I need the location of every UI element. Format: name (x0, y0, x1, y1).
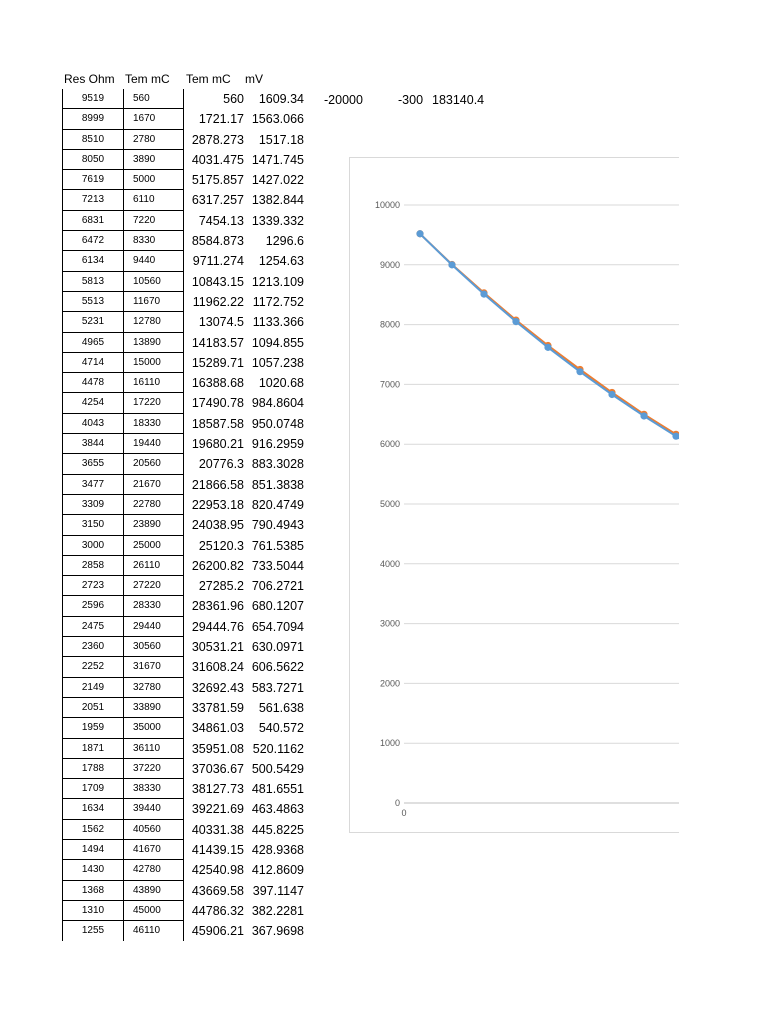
cell-tem-mc[interactable]: 35000 (123, 718, 184, 738)
data-point (544, 344, 551, 351)
table-row (62, 759, 307, 779)
table-row (62, 678, 307, 698)
table-row (62, 657, 307, 677)
y-tick-label: 0 (394, 798, 400, 808)
cell-tem-mc[interactable]: 28330 (123, 596, 184, 616)
cell-tem-mc[interactable]: 17220 (123, 393, 184, 413)
cell-mv[interactable]: 367.9698 (251, 924, 304, 939)
cell-res-ohm[interactable]: 1709 (62, 779, 123, 799)
y-tick-label: 2000 (379, 678, 400, 689)
cell-mv[interactable]: 520.1162 (252, 741, 304, 756)
cell-res-ohm[interactable]: 4478 (62, 373, 123, 393)
cell-mv[interactable]: 382.2281 (251, 903, 304, 918)
table-row (62, 292, 307, 312)
cell-res-ohm[interactable]: 1494 (62, 840, 123, 860)
table-row (62, 475, 307, 495)
table-row (62, 840, 307, 860)
cell-tem-mc-calc[interactable]: 29444.76 (191, 619, 244, 634)
table-row (62, 150, 307, 170)
cell-tem-mc-calc[interactable]: 37036.67 (191, 761, 244, 776)
cell-tem-mc[interactable]: 13890 (123, 333, 184, 353)
header-tem-mc-2: Tem mC (186, 72, 231, 86)
cell-tem-mc[interactable]: 18330 (123, 414, 184, 434)
cell-res-ohm[interactable]: 5231 (62, 312, 123, 332)
cell-tem-mc-calc[interactable]: 25120.3 (198, 538, 244, 553)
cell-mv[interactable]: 654.7094 (251, 619, 304, 634)
cell-tem-mc-calc[interactable]: 6317.257 (191, 193, 244, 208)
cell-tem-mc-calc[interactable]: 39221.69 (191, 802, 244, 817)
cell-tem-mc[interactable]: 23890 (123, 515, 184, 535)
cell-mv[interactable]: 1020.68 (258, 376, 304, 391)
cell-tem-mc-calc[interactable]: 45906.21 (191, 924, 244, 939)
cell-res-ohm[interactable]: 2858 (62, 556, 123, 576)
data-point (576, 368, 583, 375)
table-row (62, 312, 307, 332)
cell-tem-mc-calc[interactable]: 9711.274 (192, 254, 244, 269)
cell-res-ohm[interactable]: 5813 (62, 272, 123, 292)
y-tick-label: 4000 (379, 558, 400, 569)
cell-mv[interactable]: 1382.844 (251, 193, 304, 208)
cell-tem-mc-calc[interactable]: 17490.78 (191, 396, 244, 411)
cell-mv[interactable]: 851.3838 (251, 477, 304, 492)
table-row (62, 901, 307, 921)
data-point (512, 318, 519, 325)
table-row (62, 373, 307, 393)
table-row (62, 617, 307, 637)
data-point (480, 291, 487, 298)
cell-tem-mc-calc[interactable]: 4031.475 (191, 152, 244, 167)
cell-res-ohm[interactable]: 4714 (62, 353, 123, 373)
table-row (62, 576, 307, 596)
cell-mv[interactable]: 790.4943 (251, 518, 304, 533)
cell-tem-mc[interactable]: 1670 (123, 109, 184, 129)
chart-area[interactable] (349, 157, 679, 833)
cell-tem-mc-calc[interactable]: 5175.857 (191, 173, 244, 188)
extra-value-1: -20000 (324, 93, 363, 107)
cell-res-ohm[interactable]: 7619 (62, 170, 123, 190)
cell-res-ohm[interactable]: 3000 (62, 536, 123, 556)
cell-tem-mc[interactable]: 29440 (123, 617, 184, 637)
table-row (62, 556, 307, 576)
cell-mv[interactable]: 412.8609 (251, 863, 304, 878)
cell-res-ohm[interactable]: 1310 (62, 901, 123, 921)
table-row (62, 272, 307, 292)
table-row (62, 89, 307, 109)
y-tick-label: 3000 (379, 618, 400, 629)
cell-res-ohm[interactable]: 6831 (62, 211, 123, 231)
cell-tem-mc-calc[interactable]: 8584.873 (191, 234, 244, 249)
cell-res-ohm[interactable]: 1255 (62, 921, 123, 941)
cell-tem-mc-calc[interactable]: 18587.58 (191, 416, 244, 431)
cell-tem-mc[interactable]: 9440 (123, 251, 184, 271)
cell-tem-mc[interactable]: 15000 (123, 353, 184, 373)
cell-tem-mc[interactable]: 20560 (123, 454, 184, 474)
cell-tem-mc-calc[interactable]: 24038.95 (191, 518, 244, 533)
cell-res-ohm[interactable]: 1368 (62, 881, 123, 901)
table-row (62, 515, 307, 535)
cell-mv[interactable]: 1133.366 (252, 315, 304, 330)
cell-tem-mc-calc[interactable]: 15289.71 (191, 355, 244, 370)
cell-tem-mc[interactable]: 30560 (123, 637, 184, 657)
cell-tem-mc-calc[interactable]: 13074.5 (198, 315, 244, 330)
cell-mv[interactable]: 916.2959 (251, 437, 304, 452)
cell-res-ohm[interactable]: 1634 (62, 799, 123, 819)
cell-mv[interactable]: 481.6551 (251, 782, 304, 797)
table-row (62, 637, 307, 657)
cell-mv[interactable]: 733.5044 (251, 558, 304, 573)
cell-res-ohm[interactable]: 4043 (62, 414, 123, 434)
extra-value-2: -300 (398, 93, 424, 107)
cell-tem-mc[interactable]: 7220 (123, 211, 184, 231)
table-row (62, 820, 307, 840)
table-row (62, 698, 307, 718)
cell-tem-mc[interactable]: 19440 (123, 434, 184, 454)
cell-res-ohm[interactable]: 2475 (62, 617, 123, 637)
line-chart (350, 158, 679, 833)
cell-tem-mc[interactable]: 3890 (123, 150, 184, 170)
cell-mv[interactable]: 561.638 (258, 700, 304, 715)
table-row (62, 921, 307, 941)
cell-tem-mc[interactable]: 41670 (123, 840, 184, 860)
cell-res-ohm[interactable]: 2252 (62, 657, 123, 677)
y-tick-label: 7000 (379, 379, 400, 390)
cell-tem-mc[interactable]: 42780 (123, 860, 184, 880)
cell-tem-mc[interactable]: 32780 (123, 678, 184, 698)
table-row (62, 495, 307, 515)
cell-res-ohm[interactable]: 8050 (62, 150, 123, 170)
cell-tem-mc-calc[interactable]: 44786.32 (191, 903, 244, 918)
header-mv: mV (245, 72, 263, 86)
cell-tem-mc-calc[interactable]: 16388.68 (191, 376, 244, 391)
cell-mv[interactable]: 1609.34 (258, 92, 304, 106)
y-tick-label: 9000 (379, 259, 400, 270)
data-point (416, 230, 423, 237)
header-tem-mc-1: Tem mC (125, 72, 170, 86)
cell-mv[interactable]: 761.5385 (251, 538, 304, 553)
cell-mv[interactable]: 428.9368 (251, 842, 304, 857)
cell-tem-mc[interactable]: 33890 (123, 698, 184, 718)
cell-res-ohm[interactable]: 1871 (62, 739, 123, 759)
cell-tem-mc[interactable]: 38330 (123, 779, 184, 799)
cell-res-ohm[interactable]: 8510 (62, 130, 123, 150)
cell-mv[interactable]: 1517.18 (258, 132, 304, 147)
table-row (62, 536, 307, 556)
table-row (62, 779, 307, 799)
table-row (62, 251, 307, 271)
cell-mv[interactable]: 950.0748 (251, 416, 304, 431)
data-table (62, 89, 307, 941)
cell-tem-mc-calc[interactable]: 14183.57 (191, 335, 244, 350)
cell-mv[interactable]: 1057.238 (251, 355, 304, 370)
cell-tem-mc[interactable]: 31670 (123, 657, 184, 677)
table-row (62, 130, 307, 150)
table-row (62, 718, 307, 738)
cell-mv[interactable]: 463.4863 (251, 802, 304, 817)
cell-tem-mc-calc[interactable]: 43669.58 (191, 883, 244, 898)
data-point (640, 412, 647, 419)
cell-tem-mc[interactable]: 37220 (123, 759, 184, 779)
cell-res-ohm[interactable]: 3844 (62, 434, 123, 454)
cell-tem-mc-calc[interactable]: 1721.17 (198, 112, 244, 127)
cell-tem-mc[interactable]: 46110 (123, 921, 184, 941)
cell-mv[interactable]: 397.1147 (252, 883, 304, 898)
cell-tem-mc[interactable]: 43890 (123, 881, 184, 901)
cell-tem-mc-calc[interactable]: 21866.58 (191, 477, 244, 492)
table-row (62, 881, 307, 901)
cell-res-ohm[interactable]: 5513 (62, 292, 123, 312)
cell-res-ohm[interactable]: 7213 (62, 190, 123, 210)
cell-mv[interactable]: 606.5622 (251, 660, 304, 675)
cell-res-ohm[interactable]: 1788 (62, 759, 123, 779)
cell-res-ohm[interactable]: 2051 (62, 698, 123, 718)
cell-tem-mc-calc[interactable]: 41439.15 (191, 842, 244, 857)
cell-res-ohm[interactable]: 3477 (62, 475, 123, 495)
cell-mv[interactable]: 1213.109 (251, 274, 304, 289)
cell-tem-mc[interactable]: 39440 (123, 799, 184, 819)
cell-tem-mc-calc[interactable]: 10843.15 (191, 274, 244, 289)
cell-mv[interactable]: 883.3028 (251, 457, 304, 472)
cell-mv[interactable]: 1427.022 (251, 173, 304, 188)
cell-res-ohm[interactable]: 4254 (62, 393, 123, 413)
cell-tem-mc-calc[interactable]: 34861.03 (191, 721, 244, 736)
cell-tem-mc[interactable]: 25000 (123, 536, 184, 556)
cell-mv[interactable]: 820.4749 (251, 497, 304, 512)
cell-mv[interactable]: 1563.066 (251, 112, 304, 127)
y-tick-label: 1000 (379, 738, 400, 749)
cell-tem-mc-calc[interactable]: 40331.38 (191, 822, 244, 837)
cell-tem-mc[interactable]: 8330 (123, 231, 184, 251)
table-row (62, 454, 307, 474)
cell-tem-mc[interactable]: 26110 (123, 556, 184, 576)
cell-tem-mc-calc[interactable]: 28361.96 (191, 599, 244, 614)
cell-tem-mc-calc[interactable]: 31608.24 (191, 660, 244, 675)
cell-mv[interactable]: 984.8604 (251, 396, 304, 411)
cell-tem-mc-calc[interactable]: 26200.82 (191, 558, 244, 573)
cell-res-ohm[interactable]: 9519 (62, 89, 123, 109)
cell-res-ohm[interactable]: 3309 (62, 495, 123, 515)
cell-res-ohm[interactable]: 6134 (62, 251, 123, 271)
cell-res-ohm[interactable]: 1430 (62, 860, 123, 880)
cell-tem-mc[interactable]: 45000 (123, 901, 184, 921)
cell-mv[interactable]: 706.2721 (251, 579, 304, 594)
table-row (62, 109, 307, 129)
table-row (62, 353, 307, 373)
y-tick-label: 6000 (379, 439, 400, 450)
cell-mv[interactable]: 500.5429 (251, 761, 304, 776)
cell-tem-mc[interactable]: 16110 (123, 373, 184, 393)
cell-tem-mc-calc[interactable]: 7454.13 (198, 213, 244, 228)
cell-tem-mc-calc[interactable]: 38127.73 (191, 782, 244, 797)
table-row (62, 434, 307, 454)
data-point (608, 391, 615, 398)
cell-tem-mc[interactable]: 22780 (123, 495, 184, 515)
cell-res-ohm[interactable]: 2360 (62, 637, 123, 657)
table-row (62, 799, 307, 819)
cell-mv[interactable]: 680.1207 (251, 599, 304, 614)
cell-res-ohm[interactable]: 1959 (62, 718, 123, 738)
cell-tem-mc-calc[interactable]: 32692.43 (191, 680, 244, 695)
cell-res-ohm[interactable]: 2596 (62, 596, 123, 616)
table-row (62, 231, 307, 251)
cell-tem-mc-calc[interactable]: 20776.3 (198, 457, 244, 472)
x-tick-label: 0 (401, 808, 407, 818)
table-row (62, 393, 307, 413)
cell-mv[interactable]: 1254.63 (258, 254, 304, 269)
cell-tem-mc-calc[interactable]: 19680.21 (191, 437, 244, 452)
cell-tem-mc-calc[interactable]: 560 (223, 92, 244, 106)
cell-mv[interactable]: 630.0971 (251, 640, 304, 655)
y-tick-label: 10000 (374, 200, 400, 210)
cell-res-ohm[interactable]: 6472 (62, 231, 123, 251)
cell-mv[interactable]: 1296.6 (265, 234, 304, 249)
cell-res-ohm[interactable]: 1562 (62, 820, 123, 840)
table-row (62, 170, 307, 190)
cell-tem-mc[interactable]: 560 (123, 89, 184, 109)
data-point (448, 261, 455, 268)
table-row (62, 739, 307, 759)
table-row (62, 190, 307, 210)
y-tick-label: 8000 (379, 319, 400, 330)
cell-mv[interactable]: 445.8225 (251, 822, 304, 837)
cell-tem-mc[interactable]: 40560 (123, 820, 184, 840)
cell-tem-mc-calc[interactable]: 42540.98 (191, 863, 244, 878)
cell-mv[interactable]: 1172.752 (252, 294, 304, 309)
cell-res-ohm[interactable]: 2149 (62, 678, 123, 698)
cell-tem-mc[interactable]: 36110 (123, 739, 184, 759)
cell-tem-mc-calc[interactable]: 2878.273 (191, 132, 244, 147)
cell-tem-mc[interactable]: 21670 (123, 475, 184, 495)
cell-tem-mc-calc[interactable]: 33781.59 (191, 700, 244, 715)
cell-tem-mc[interactable]: 10560 (123, 272, 184, 292)
cell-tem-mc-calc[interactable]: 27285.2 (198, 579, 244, 594)
cell-tem-mc[interactable]: 27220 (123, 576, 184, 596)
cell-tem-mc[interactable]: 12780 (123, 312, 184, 332)
cell-mv[interactable]: 1094.855 (251, 335, 304, 350)
cell-tem-mc[interactable]: 2780 (123, 130, 184, 150)
cell-tem-mc[interactable]: 5000 (123, 170, 184, 190)
y-tick-label: 5000 (379, 499, 400, 509)
cell-res-ohm[interactable]: 8999 (62, 109, 123, 129)
header-res-ohm: Res Ohm (64, 72, 115, 86)
cell-res-ohm[interactable]: 4965 (62, 333, 123, 353)
table-row (62, 596, 307, 616)
cell-tem-mc[interactable]: 6110 (123, 190, 184, 210)
cell-mv[interactable]: 1339.332 (251, 213, 304, 228)
cell-tem-mc-calc[interactable]: 30531.21 (191, 640, 244, 655)
cell-res-ohm[interactable]: 3150 (62, 515, 123, 535)
cell-mv[interactable]: 540.572 (258, 721, 304, 736)
cell-tem-mc[interactable]: 11670 (123, 292, 184, 312)
table-row (62, 860, 307, 880)
table-row (62, 414, 307, 434)
cell-tem-mc-calc[interactable]: 35951.08 (191, 741, 244, 756)
cell-mv[interactable]: 583.7271 (251, 680, 304, 695)
table-row (62, 333, 307, 353)
extra-value-3: 183140.4 (432, 93, 485, 107)
cell-tem-mc-calc[interactable]: 11962.22 (192, 294, 244, 309)
cell-res-ohm[interactable]: 3655 (62, 454, 123, 474)
cell-mv[interactable]: 1471.745 (251, 152, 304, 167)
cell-res-ohm[interactable]: 2723 (62, 576, 123, 596)
cell-tem-mc-calc[interactable]: 22953.18 (191, 497, 244, 512)
table-row (62, 211, 307, 231)
